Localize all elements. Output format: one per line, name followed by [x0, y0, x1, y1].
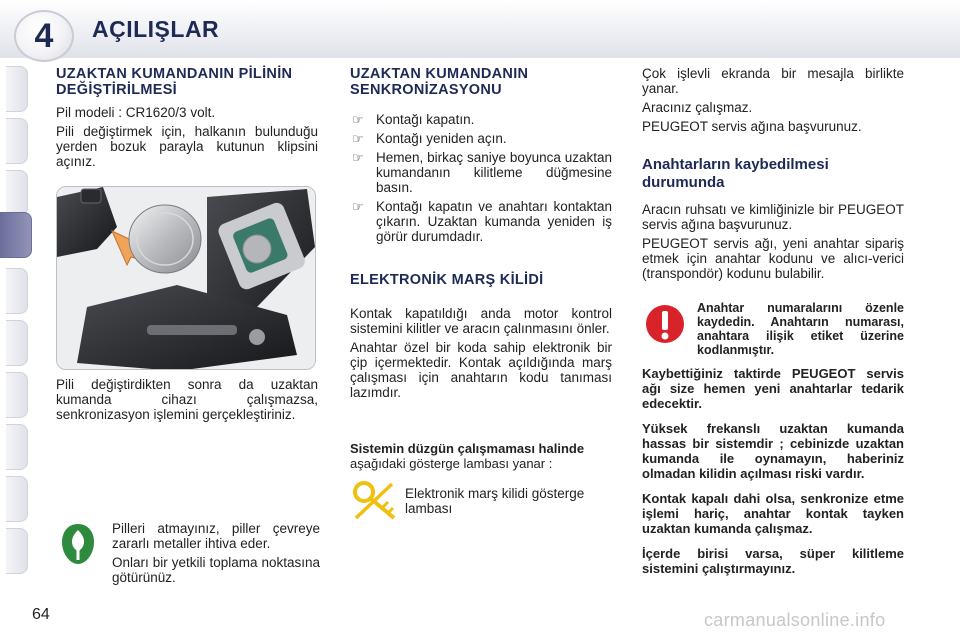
- eco-note-line-2: Onları bir yetkili toplama noktasına götürünüz.: [112, 555, 320, 585]
- chapter-number-badge: [14, 10, 74, 62]
- right-column: [642, 66, 904, 285]
- note-new-keys: Kaybettiğiniz taktirde PEUGEOT servis ağı size hemen yeni anahtarlar tedarik edecektir.: [642, 366, 904, 411]
- lost-keys-heading: Anahtarların kaybedilmesi durumunda: [642, 156, 829, 191]
- sync-heading: UZAKTAN KUMANDANIN SENKRONİZASYONU: [350, 66, 529, 98]
- key-battery-photo: [56, 186, 316, 370]
- chapter-tab[interactable]: [6, 118, 28, 164]
- immobiliser-paragraph-2: Anahtar özel bir koda sahip elektronik bir çip içermektedir. Kontak açıldığında marş çalışması için anahtarın kodu tanıması lazımdır.: [350, 340, 612, 400]
- key-number-warning-text: Anahtar numaralarını özenle kaydedin. Anahtarın numarası, anahtara ilişik etiket üzerine kodlanmıştır.: [697, 301, 904, 357]
- note-ignition-on: Kontak kapalı dahi olsa, senkronize etme işlemi hariç, anahtar kontak tayken uzaktan kumanda çalışmaz.: [642, 491, 904, 536]
- sync-step: ☞ Kontağı kapatın ve anahtarı kontaktan çıkarın. Uzaktan kumanda yeniden iş görür durumdadır.: [352, 199, 612, 244]
- pointing-hand-icon: ☞: [352, 131, 364, 146]
- warning-lamp-label: Elektronik marş kilidi gösterge lambası: [405, 486, 585, 516]
- chapter-number: 4: [34, 16, 54, 55]
- sync-reminder: Pili değiştirdikten sonra da uzaktan kumanda cihazı çalışmazsa, senkronizasyon işlemini gerçekleştiriniz.: [56, 377, 318, 422]
- exclamation-icon: [644, 302, 686, 346]
- chapter-tab[interactable]: [6, 424, 28, 470]
- note-high-frequency: Yüksek frekanslı uzaktan kumanda hassas bir sistemdir ; cebinizde uzaktan kumanda ile oynamayın, haberiniz olmadan kilidin açılması riski vardır.: [642, 421, 904, 481]
- left-column: [56, 66, 318, 173]
- middle-column: [350, 66, 612, 288]
- battery-model: Pil modeli : CR1620/3 volt.: [56, 105, 216, 120]
- watermark: carmanualsonline.info: [704, 610, 886, 630]
- key-number-warning: [697, 301, 904, 361]
- chapter-tab[interactable]: [6, 170, 28, 216]
- key-warning-lamp-icon: [350, 478, 398, 522]
- pointing-hand-icon: ☞: [352, 199, 364, 214]
- sync-step: ☞ Kontağı kapatın.: [352, 112, 475, 127]
- battery-heading: UZAKTAN KUMANDANIN PİLİNİN DEĞİŞTİRİLMESİ: [56, 66, 293, 98]
- battery-instruction: Pili değiştirmek için, halkanın bulunduğu yerden bozuk parayla kutunun klipsini açınız.: [56, 124, 318, 169]
- fault-note: [350, 441, 620, 471]
- eco-note-line-1: Pilleri atmayınız, piller çevreye zararlı metaller ihtiva eder.: [112, 521, 320, 551]
- key-battery-illustration: [57, 187, 316, 370]
- recycle-tree-icon: [58, 522, 98, 566]
- sync-step: ☞ Hemen, birkaç saniye boyunca uzaktan kumandanın kilitleme düğmesine basın.: [352, 150, 612, 195]
- chapter-title: AÇILIŞLAR: [92, 16, 220, 42]
- chapter-tab[interactable]: [6, 268, 28, 314]
- lamp-info-2: Aracınız çalışmaz.: [642, 100, 753, 115]
- pointing-hand-icon: ☞: [352, 150, 364, 165]
- chapter-tab[interactable]: [6, 320, 28, 366]
- immobiliser-text: [350, 306, 612, 404]
- chapter-tab[interactable]: [6, 66, 28, 112]
- immobiliser-heading: ELEKTRONİK MARŞ KİLİDİ: [350, 272, 544, 288]
- lost-keys-paragraph-1: Aracın ruhsatı ve kimliğinizle bir PEUGEOT servis ağına başvurunuz.: [642, 202, 904, 232]
- chapter-tab-active[interactable]: [0, 212, 32, 258]
- lost-keys-paragraph-2: PEUGEOT servis ağı, yeni anahtar sipariş etmek için anahtar kodunu ve alıcı-verici (transpondör) kodunu bulabilir.: [642, 236, 904, 281]
- chapter-tab[interactable]: [6, 476, 28, 522]
- sync-steps: [350, 112, 612, 244]
- note-deadlocking: İçerde birisi varsa, süper kilitleme sistemini çalıştırmayınız.: [642, 546, 904, 576]
- eco-note: [112, 521, 320, 589]
- page-number: 64: [32, 606, 50, 623]
- lamp-info-3: PEUGEOT servis ağına başvurunuz.: [642, 119, 862, 134]
- chapter-tab[interactable]: [6, 528, 28, 574]
- pointing-hand-icon: ☞: [352, 112, 364, 127]
- sync-step: ☞ Kontağı yeniden açın.: [352, 131, 507, 146]
- fault-note-bold: Sistemin düzgün çalışmaması halinde: [350, 441, 585, 456]
- immobiliser-paragraph-1: Kontak kapatıldığı anda motor kontrol sistemini kilitler ve aracın çalınmasını önler.: [350, 306, 612, 336]
- important-notes: [642, 366, 904, 580]
- left-column-lower: [56, 377, 318, 426]
- fault-note-text: aşağıdaki gösterge lambası yanar :: [350, 456, 553, 471]
- lamp-info-1: Çok işlevli ekranda bir mesajla birlikte yanar.: [642, 66, 904, 96]
- chapter-tab[interactable]: [6, 372, 28, 418]
